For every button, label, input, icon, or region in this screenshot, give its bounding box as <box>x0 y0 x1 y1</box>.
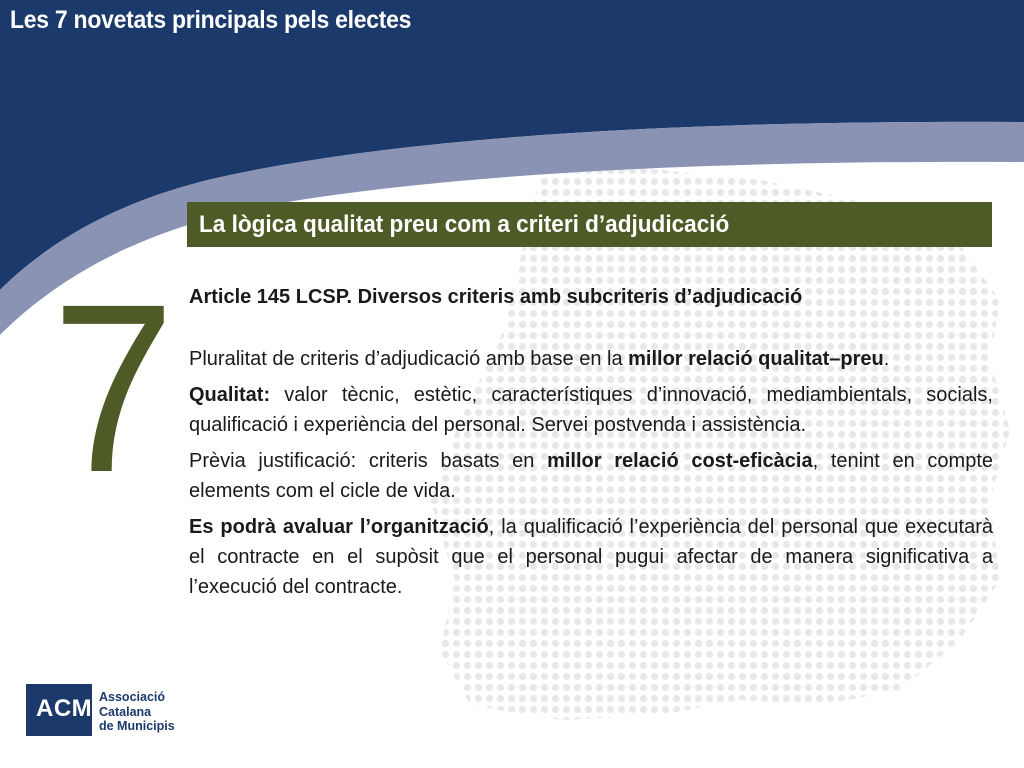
article-heading: Article 145 LCSP. Diversos criteris amb subcriteris d’adjudicació <box>189 286 803 308</box>
acm-logo-line2: Catalana <box>99 704 152 719</box>
acm-logo-line1: Associació <box>99 690 166 704</box>
paragraph-cost-efficiency: Prèvia justificació: criteris basats en millor relació cost-eficàcia, tenint en compte elements com el cicle de vida. <box>189 450 993 502</box>
section-title-bar <box>187 202 992 247</box>
slide-title: Les 7 novetats principals pels electes <box>10 6 412 34</box>
paragraph-plurality: Pluralitat de criteris d’adjudicació amb base en la millor relació qualitat–preu. <box>189 348 890 370</box>
section-title: La lògica qualitat preu com a criteri d’adjudicació <box>199 211 730 238</box>
paragraph-quality: Qualitat: valor tècnic, estètic, característiques d’innovació, mediambientals, socials, qualificació i experiència del personal. Servei postvenda i assistència. <box>189 384 993 436</box>
section-number: 7 <box>52 254 175 522</box>
acm-logo-text <box>99 690 175 734</box>
paragraph-organization: Es podrà avaluar l’organització, la qualificació l’experiència del personal que executarà el contracte en el supòsit que el personal pugui afectar de manera significativa a l’execució del contracte. <box>189 516 993 598</box>
acm-logo-line3: de Municipis <box>99 719 175 733</box>
acm-logo-acronym: ACM <box>36 695 93 722</box>
slide-content <box>189 282 993 608</box>
